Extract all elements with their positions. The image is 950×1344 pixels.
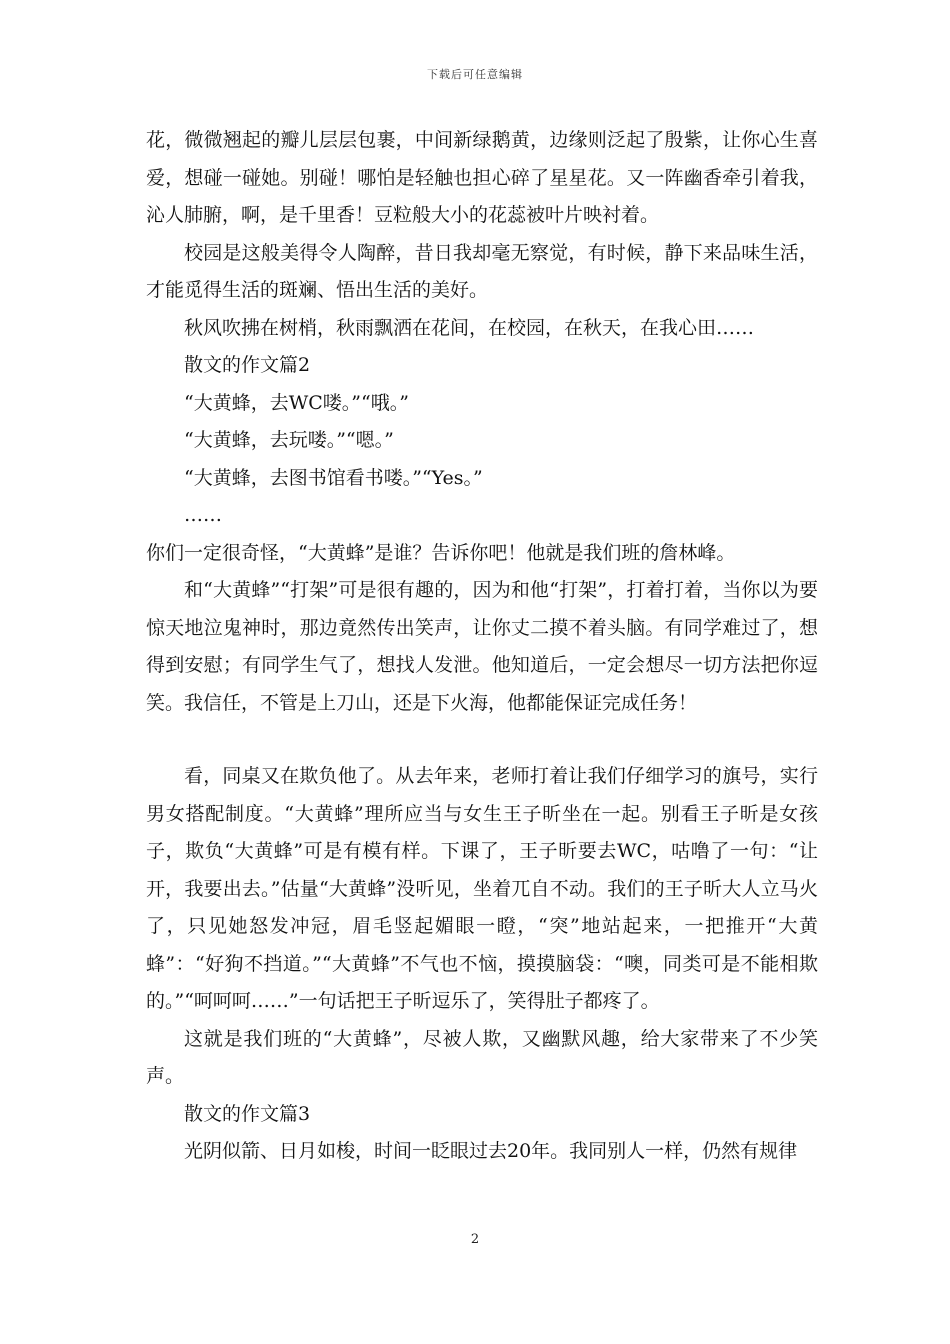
page-number: 2: [470, 1232, 480, 1247]
paragraph: 你们一定很奇怪，“大黄蜂”是谁？告诉你吧！他就是我们班的詹林峰。: [146, 541, 736, 564]
document-body: [146, 122, 818, 1171]
page-header: 下载后可任意编辑: [427, 68, 523, 81]
paragraph: 看，同桌又在欺负他了。从去年来，老师打着让我们仔细学习的旗号，实行男女搭配制度。“大黄蜂”理所应当与女生王子昕坐在一起。别看王子昕是女孩子，欺负“大黄蜂”可是有模有样。下课了，王子昕要去WC，咕噜了一句：“让开，我要出去。”估量“大黄蜂”没听见，坐着兀自不动。我们的王子昕大人立马火了，只见她怒发冲冠，眉毛竖起媚眼一瞪，“突”地站起来，一把推开“大黄蜂”：“好狗不挡道。”“大黄蜂”不气也不恼，摸摸脑袋：“噢，同类可是不能相欺的。”“呵呵呵……”一句话把王子昕逗乐了，笑得肚子都疼了。: [146, 765, 818, 1012]
ellipsis-line: ……: [184, 504, 222, 526]
paragraph: 秋风吹拂在树梢，秋雨飘洒在花间，在校园，在秋天，在我心田……: [184, 316, 755, 339]
paragraph: 校园是这般美得令人陶醉，昔日我却毫无察觉，有时候，静下来品味生活，才能觅得生活的斑斓、悟出生活的美好。: [146, 241, 818, 301]
dialogue-line: “大黄蜂，去图书馆看书喽。”“Yes。”: [184, 466, 483, 489]
section-heading: 散文的作文篇2: [184, 354, 311, 376]
dialogue-line: “大黄蜂，去玩喽。”“嗯。”: [184, 429, 394, 451]
paragraph: 这就是我们班的“大黄蜂”，尽被人欺，又幽默风趣，给大家带来了不少笑声。: [146, 1027, 818, 1087]
paragraph: 花，微微翘起的瓣儿层层包裹，中间新绿鹅黄，边缘则泛起了殷紫，让你心生喜爱，想碰一碰她。别碰！哪怕是轻触也担心碎了星星花。又一阵幽香牵引着我，沁人肺腑，啊，是千里香！豆粒般大小的花蕊被叶片映衬着。: [146, 129, 818, 226]
blank-line: [146, 722, 818, 758]
paragraph: 和“大黄蜂”“打架”可是很有趣的，因为和他“打架”，打着打着，当你以为要惊天地泣鬼神时，那边竟然传出笑声，让你丈二摸不着头脑。有同学难过了，想得到安慰；有同学生气了，想找人发泄。他知道后，一定会想尽一切方法把你逗笑。我信任，不管是上刀山，还是下火海，他都能保证完成任务！: [146, 579, 818, 714]
paragraph: 光阴似箭、日月如梭，时间一眨眼过去20年。我同别人一样，仍然有规律: [184, 1140, 798, 1162]
section-heading: 散文的作文篇3: [184, 1102, 311, 1125]
dialogue-line: “大黄蜂，去WC喽。”“哦。”: [184, 391, 409, 414]
